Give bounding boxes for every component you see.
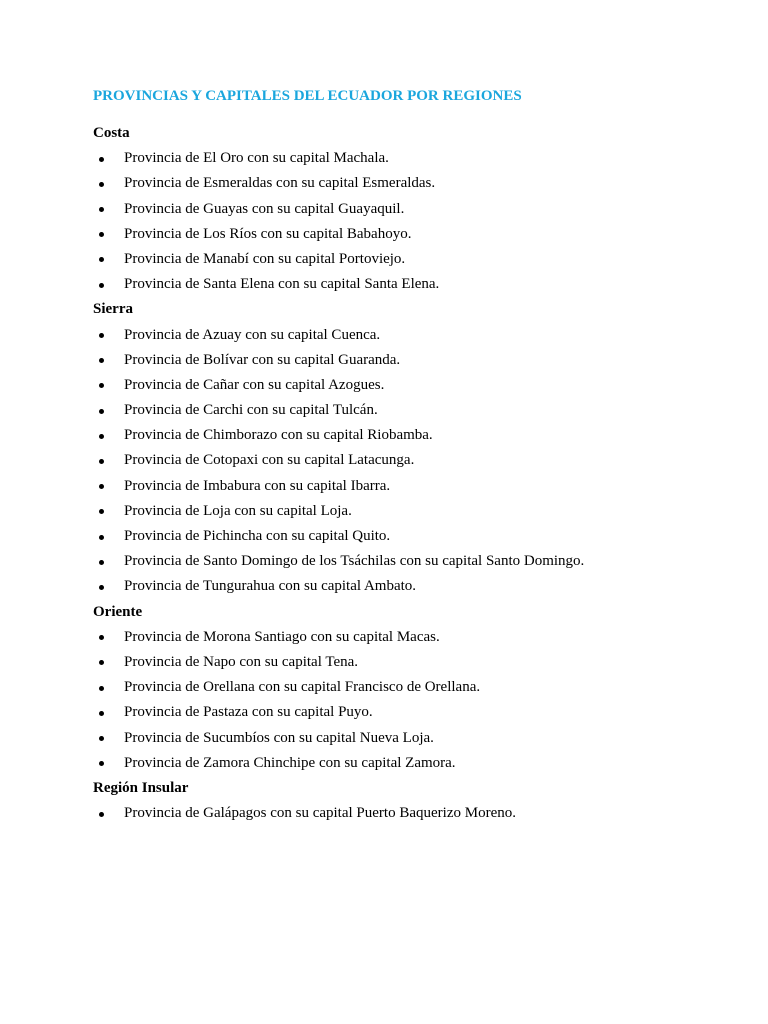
region-heading: Oriente [93, 603, 143, 620]
bullet-icon [99, 459, 104, 464]
list-item-text: Provincia de Napo con su capital Tena. [124, 653, 359, 670]
list-item [93, 675, 713, 700]
province-list [93, 625, 713, 776]
list-item [93, 373, 713, 398]
bullet-icon [99, 434, 104, 439]
list-item-text: Provincia de Galápagos con su capital Puerto Baquerizo Moreno. [124, 805, 516, 822]
list-item [93, 247, 713, 272]
bullet-icon [99, 409, 104, 414]
list-item [93, 197, 713, 222]
bullet-icon [99, 383, 104, 388]
list-item [93, 348, 713, 373]
list-item-text: Provincia de Azuay con su capital Cuenca. [124, 326, 381, 343]
list-item [93, 499, 713, 524]
bullet-icon [99, 232, 104, 237]
list-item [93, 700, 713, 725]
region-section [93, 297, 713, 599]
list-item-text: Provincia de Cotopaxi con su capital Latacunga. [124, 452, 415, 469]
list-item [93, 423, 713, 448]
list-item-text: Provincia de Pichincha con su capital Quito. [124, 528, 391, 544]
bullet-icon [99, 257, 104, 262]
page-title: PROVINCIAS Y CAPITALES DEL ECUADOR POR REGIONES [93, 88, 522, 104]
bullet-icon [99, 333, 104, 338]
list-item [93, 650, 713, 675]
list-item-text: Provincia de Manabí con su capital Portoviejo. [124, 250, 406, 267]
list-item [93, 146, 713, 171]
bullet-icon [99, 157, 104, 162]
list-item-text: Provincia de Bolívar con su capital Guaranda. [124, 351, 401, 368]
list-item [93, 751, 713, 776]
list-item-text: Provincia de Orellana con su capital Francisco de Orellana. [124, 679, 481, 696]
list-item [93, 448, 713, 473]
bullet-icon [99, 283, 104, 288]
list-item-text: Provincia de Pastaza con su capital Puyo. [124, 704, 373, 721]
bullet-icon [99, 686, 104, 691]
bullet-icon [99, 660, 104, 665]
bullet-icon [99, 560, 104, 565]
list-item-text: Provincia de Sucumbíos con su capital Nueva Loja. [124, 729, 434, 746]
list-item-text: Provincia de El Oro con su capital Machala. [124, 150, 389, 167]
regions-container [93, 121, 713, 826]
list-item-text: Provincia de Zamora Chinchipe con su capital Zamora. [124, 754, 456, 771]
list-item-text: Provincia de Imbabura con su capital Ibarra. [124, 477, 391, 494]
list-item [93, 524, 713, 549]
bullet-icon [99, 484, 104, 489]
document-page [93, 86, 713, 826]
list-item-text: Provincia de Morona Santiago con su capital Macas. [124, 628, 440, 645]
list-item [93, 625, 713, 650]
bullet-icon [99, 207, 104, 212]
list-item-text: Provincia de Los Ríos con su capital Babahoyo. [124, 225, 412, 242]
region-heading: Costa [93, 125, 130, 141]
list-item-text: Provincia de Cañar con su capital Azogues. [124, 376, 385, 393]
province-list [93, 146, 713, 297]
list-item-text: Provincia de Loja con su capital Loja. [124, 502, 352, 519]
list-item-text: Provincia de Esmeraldas con su capital Esmeraldas. [124, 175, 436, 192]
list-item-text: Provincia de Santa Elena con su capital Santa Elena. [124, 276, 440, 293]
region-heading: Región Insular [93, 779, 189, 796]
list-item [93, 398, 713, 423]
list-item-text: Provincia de Chimborazo con su capital Riobamba. [124, 427, 433, 444]
list-item-text: Provincia de Santo Domingo de los Tsáchilas con su capital Santo Domingo. [124, 553, 585, 570]
region-section [93, 600, 713, 776]
bullet-icon [99, 358, 104, 363]
list-item-text: Provincia de Guayas con su capital Guayaquil. [124, 200, 405, 217]
region-section [93, 121, 713, 297]
list-item [93, 574, 713, 599]
province-list [93, 323, 713, 600]
bullet-icon [99, 509, 104, 514]
bullet-icon [99, 711, 104, 716]
bullet-icon [99, 812, 104, 817]
bullet-icon [99, 585, 104, 590]
bullet-icon [99, 761, 104, 766]
list-item-text: Provincia de Tungurahua con su capital Ambato. [124, 578, 417, 595]
bullet-icon [99, 535, 104, 540]
bullet-icon [99, 736, 104, 741]
bullet-icon [99, 635, 104, 640]
list-item [93, 801, 713, 826]
list-item [93, 549, 713, 574]
region-section [93, 776, 713, 826]
list-item [93, 171, 713, 196]
list-item [93, 474, 713, 499]
list-item [93, 323, 713, 348]
bullet-icon [99, 182, 104, 187]
list-item [93, 726, 713, 751]
list-item [93, 272, 713, 297]
province-list [93, 801, 713, 826]
list-item-text: Provincia de Carchi con su capital Tulcán. [124, 402, 378, 419]
list-item [93, 222, 713, 247]
region-heading: Sierra [93, 301, 133, 318]
